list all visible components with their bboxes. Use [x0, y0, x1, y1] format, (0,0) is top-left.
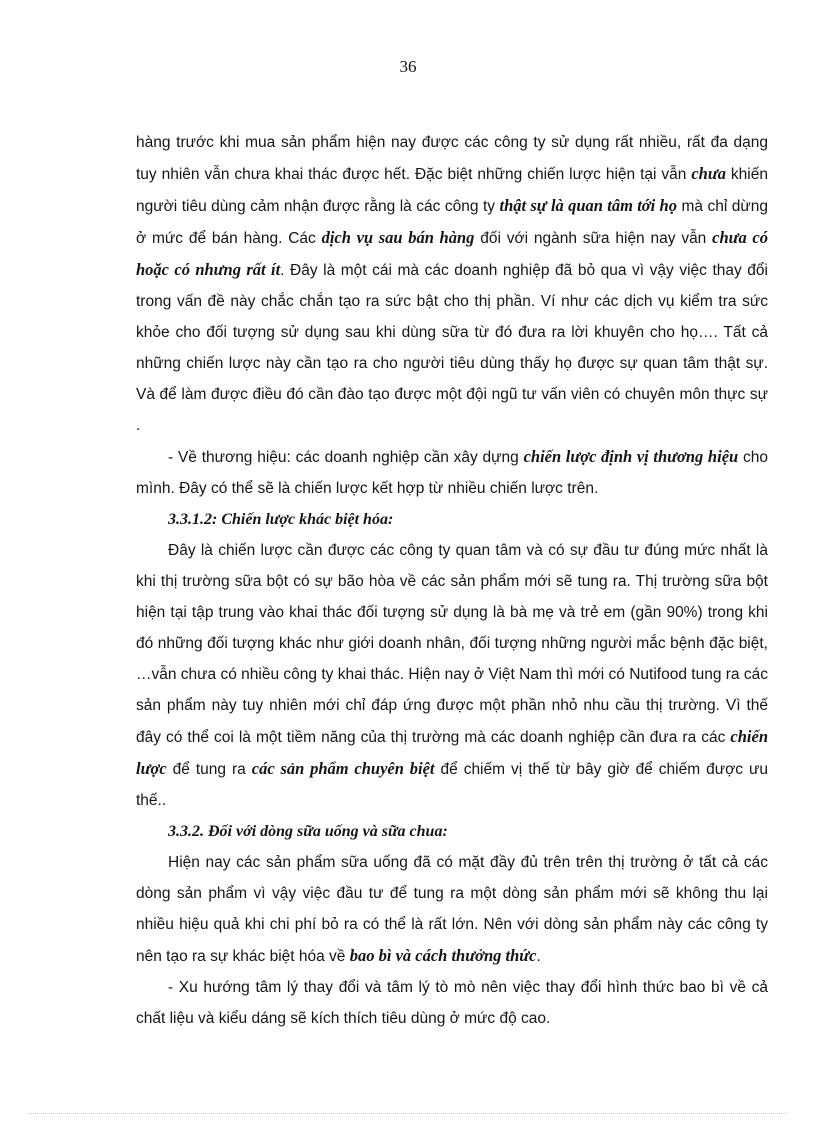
- emphasis-text: các sản phẩm chuyên biệt: [251, 759, 435, 778]
- emphasis-text: chưa có hoặc có nhưng rất ít: [136, 228, 768, 279]
- text-run: đối với ngành sữa hiện nay vẫn: [474, 230, 713, 247]
- emphasis-text: chưa: [691, 164, 726, 183]
- text-run: - Về thương hiệu: các doanh nghiệp cần xây dựng: [168, 449, 524, 466]
- paragraph-packaging-trend: - Xu hướng tâm lý thay đổi và tâm lý tò mò nên việc thay đổi hình thức bao bì về cả chất liệu và kiểu dáng sẽ kích thích tiêu dùng ở mức độ cao.: [136, 979, 768, 1027]
- page-number: 36: [399, 57, 417, 76]
- text-run: khiến người tiêu dùng cảm nhận được rằng là các công ty: [136, 166, 768, 215]
- text-run: Hiện nay các sản phẩm sữa uống đã có mặt đầy đủ trên trên thị trường ở tất cả các dòng sản phẩm vì vậy việc đầu tư để tung ra một dòng sản phẩm mới sẽ không thu lại nhiều hiệu quả khi chi phí bỏ ra có thể là rất lớn. Nên với dòng sản phẩm này các công ty nên tạo ra sự khác biệt hóa về: [136, 854, 768, 965]
- paragraph-drinking-milk: [136, 847, 768, 972]
- text-run: mà chỉ dừng ở mức để bán hàng. Các: [136, 198, 768, 247]
- emphasis-text: chiến lược định vị thương hiệu: [523, 447, 739, 466]
- text-run: Đây là chiến lược cần được các công ty quan tâm và có sự đầu tư đúng mức nhất là khi thị trường sữa bột có sự bão hòa về các sản phẩm mới sẽ tung ra. Thị trường sữa bột hiện tại tập trung vào khai thác đối tượng sử dụng là bà mẹ và trẻ em (gần 90%) trong khi đó những đối tượng khác như giới doanh nhân, đối tượng những người mắc bệnh đặc biệt, …vẫn chưa có nhiều công ty khai thác. Hiện nay ở Việt Nam thì mới có Nutifood tung ra các sản phẩm này tuy nhiên mới chỉ đáp ứng được một phần nhỏ nhu cầu thị trường. Vì thế đây có thể coi là một tiềm năng của thị trường mà các doanh nghiệp cần đưa ra các: [136, 542, 768, 746]
- emphasis-text: bao bì và cách thưởng thức: [349, 946, 537, 965]
- emphasis-text: dịch vụ sau bán hàng: [321, 228, 475, 247]
- text-run: để chiếm vị thế từ bây giờ để chiếm được ưu thế..: [136, 761, 769, 809]
- text-run: . Đây là một cái mà các doanh nghiệp đã bỏ qua vì vậy việc thay đổi trong vấn đề này chắc chắn tạo ra sức bật cho thị phần. Ví như các dịch vụ kiểm tra sức khỏe cho đối tượng sử dụng sau khi dùng sữa từ đó đưa ra lời khuyên cho họ…. Tất cả những chiến lược này cần tạo ra cho người tiêu dùng thấy họ được sự quan tâm thật sự. Và để làm được điều đó cần đào tạo được một đội ngũ tư vấn viên có chuyên môn thực sự .: [136, 262, 768, 434]
- document-body: [136, 127, 768, 1034]
- emphasis-text: chiến lược: [136, 727, 768, 778]
- page-bottom-divider: [28, 1113, 788, 1114]
- section-heading: 3.3.1.2: Chiến lược khác biệt hóa:: [168, 511, 394, 528]
- emphasis-text: thật sự là quan tâm tới họ: [499, 196, 677, 215]
- text-run: .: [536, 948, 541, 965]
- paragraph-differentiation: [136, 535, 768, 816]
- text-run: cho mình. Đây có thể sẽ là chiến lược kết hợp từ nhiều chiến lược trên.: [136, 449, 768, 497]
- section-heading: 3.3.2. Đối với dòng sữa uống và sữa chua:: [168, 823, 448, 840]
- paragraph-brand: [136, 441, 768, 504]
- paragraph-customer-service: [136, 127, 768, 441]
- text-run: để tung ra: [166, 761, 252, 778]
- text-run: hàng trước khi mua sản phẩm hiện nay được các công ty sử dụng rất nhiều, rất đa dạng tuy nhiên vẫn chưa khai thác được hết. Đặc biệt những chiến lược hiện tại vẫn: [136, 134, 768, 183]
